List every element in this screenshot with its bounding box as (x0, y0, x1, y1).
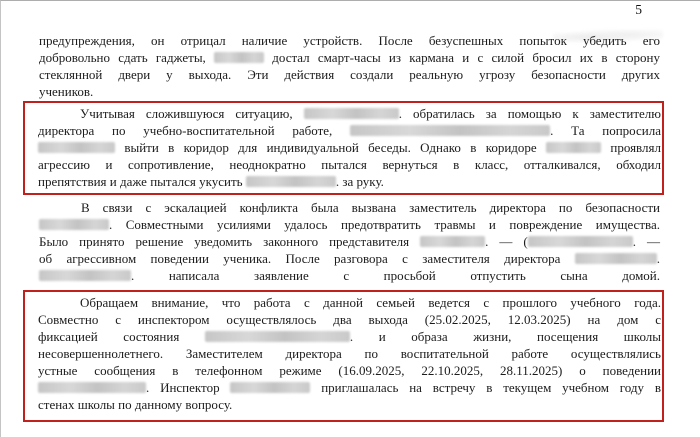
text-line: стенах школы по данному вопросу. (38, 397, 233, 412)
redacted-text (38, 382, 146, 393)
redacted-text (304, 108, 399, 119)
highlighted-paragraph (23, 101, 664, 195)
paragraph (39, 199, 660, 284)
redacted-text (39, 219, 109, 230)
redacted-text (214, 52, 264, 63)
text-line: стеклянной двери у выхода. Эти действия создали реальную угрозу безопасности других (39, 67, 660, 82)
redacted-text (38, 142, 115, 153)
redacted-text (39, 270, 131, 281)
text-line: директора по учебно-воспитательной работе, . Та попросила (38, 123, 661, 138)
text-line: В связи с эскалацией конфликта была вызвана заместитель директора по безопасности (81, 200, 660, 215)
text-line: учеников. (39, 84, 94, 99)
text-line: Обращаем внимание, что работа с данной семьей ведется с прошлого учебного года. (80, 295, 661, 310)
text-line: . Совместными усилиями удалось предотвратить травмы и повреждение имущества. (39, 216, 660, 233)
text-line: . Инспектор приглашалась на встречу в текущем учебном году в (38, 379, 661, 396)
text-line: об агрессивном поведении ученика. После разговора с заместителя директора . (39, 251, 660, 266)
text-line: Было принято решение уведомить законного представителя . — ( . — (39, 234, 660, 249)
document-body (1, 32, 700, 426)
redacted-text (350, 125, 550, 136)
text-line: предупреждения, он отрицал наличие устройств. После безуспешных попыток убедить его (39, 33, 660, 48)
redacted-text (575, 253, 657, 264)
redacted-text (420, 236, 485, 247)
paragraph (39, 32, 660, 100)
text-line: фиксацией состояния . и образа жизни, посещения школы (38, 329, 661, 344)
highlighted-paragraph (23, 290, 664, 422)
text-line: препятствия и даже пытался укусить . за руку. (38, 174, 384, 189)
text-line: добровольно сдать гаджеты, достал смарт-часы из кармана и с силой бросил их в сторону (39, 50, 660, 65)
text-line: выйти в коридор для индивидуальной беседы. Однако в коридоре проявлял (38, 139, 661, 156)
text-line: . написала заявление с просьбой отпустить сына домой. (39, 267, 660, 284)
text-line: агрессию и сопротивление, неоднократно пытался вернуться в класс, отталкивался, обходил (38, 157, 661, 172)
text-line: Совместно с инспектором осуществлялось два выхода (25.02.2025, 12.03.2025) на дом с (38, 312, 661, 327)
redacted-text (205, 331, 350, 342)
redacted-text (528, 236, 633, 247)
text-line: устные сообщения в телефонном режиме (16.09.2025, 22.10.2025, 28.11.2025) о поведении (38, 363, 661, 378)
text-line: несовершеннолетнего. Заместителем директора по воспитательной работе осуществлялись (38, 346, 661, 361)
page-number: 5 (635, 2, 642, 17)
text-line: Учитывая сложившуюся ситуацию, . обратилась за помощью к заместителю (80, 106, 662, 121)
redacted-text (246, 176, 336, 187)
redacted-text (546, 142, 601, 153)
redacted-text (230, 382, 310, 393)
